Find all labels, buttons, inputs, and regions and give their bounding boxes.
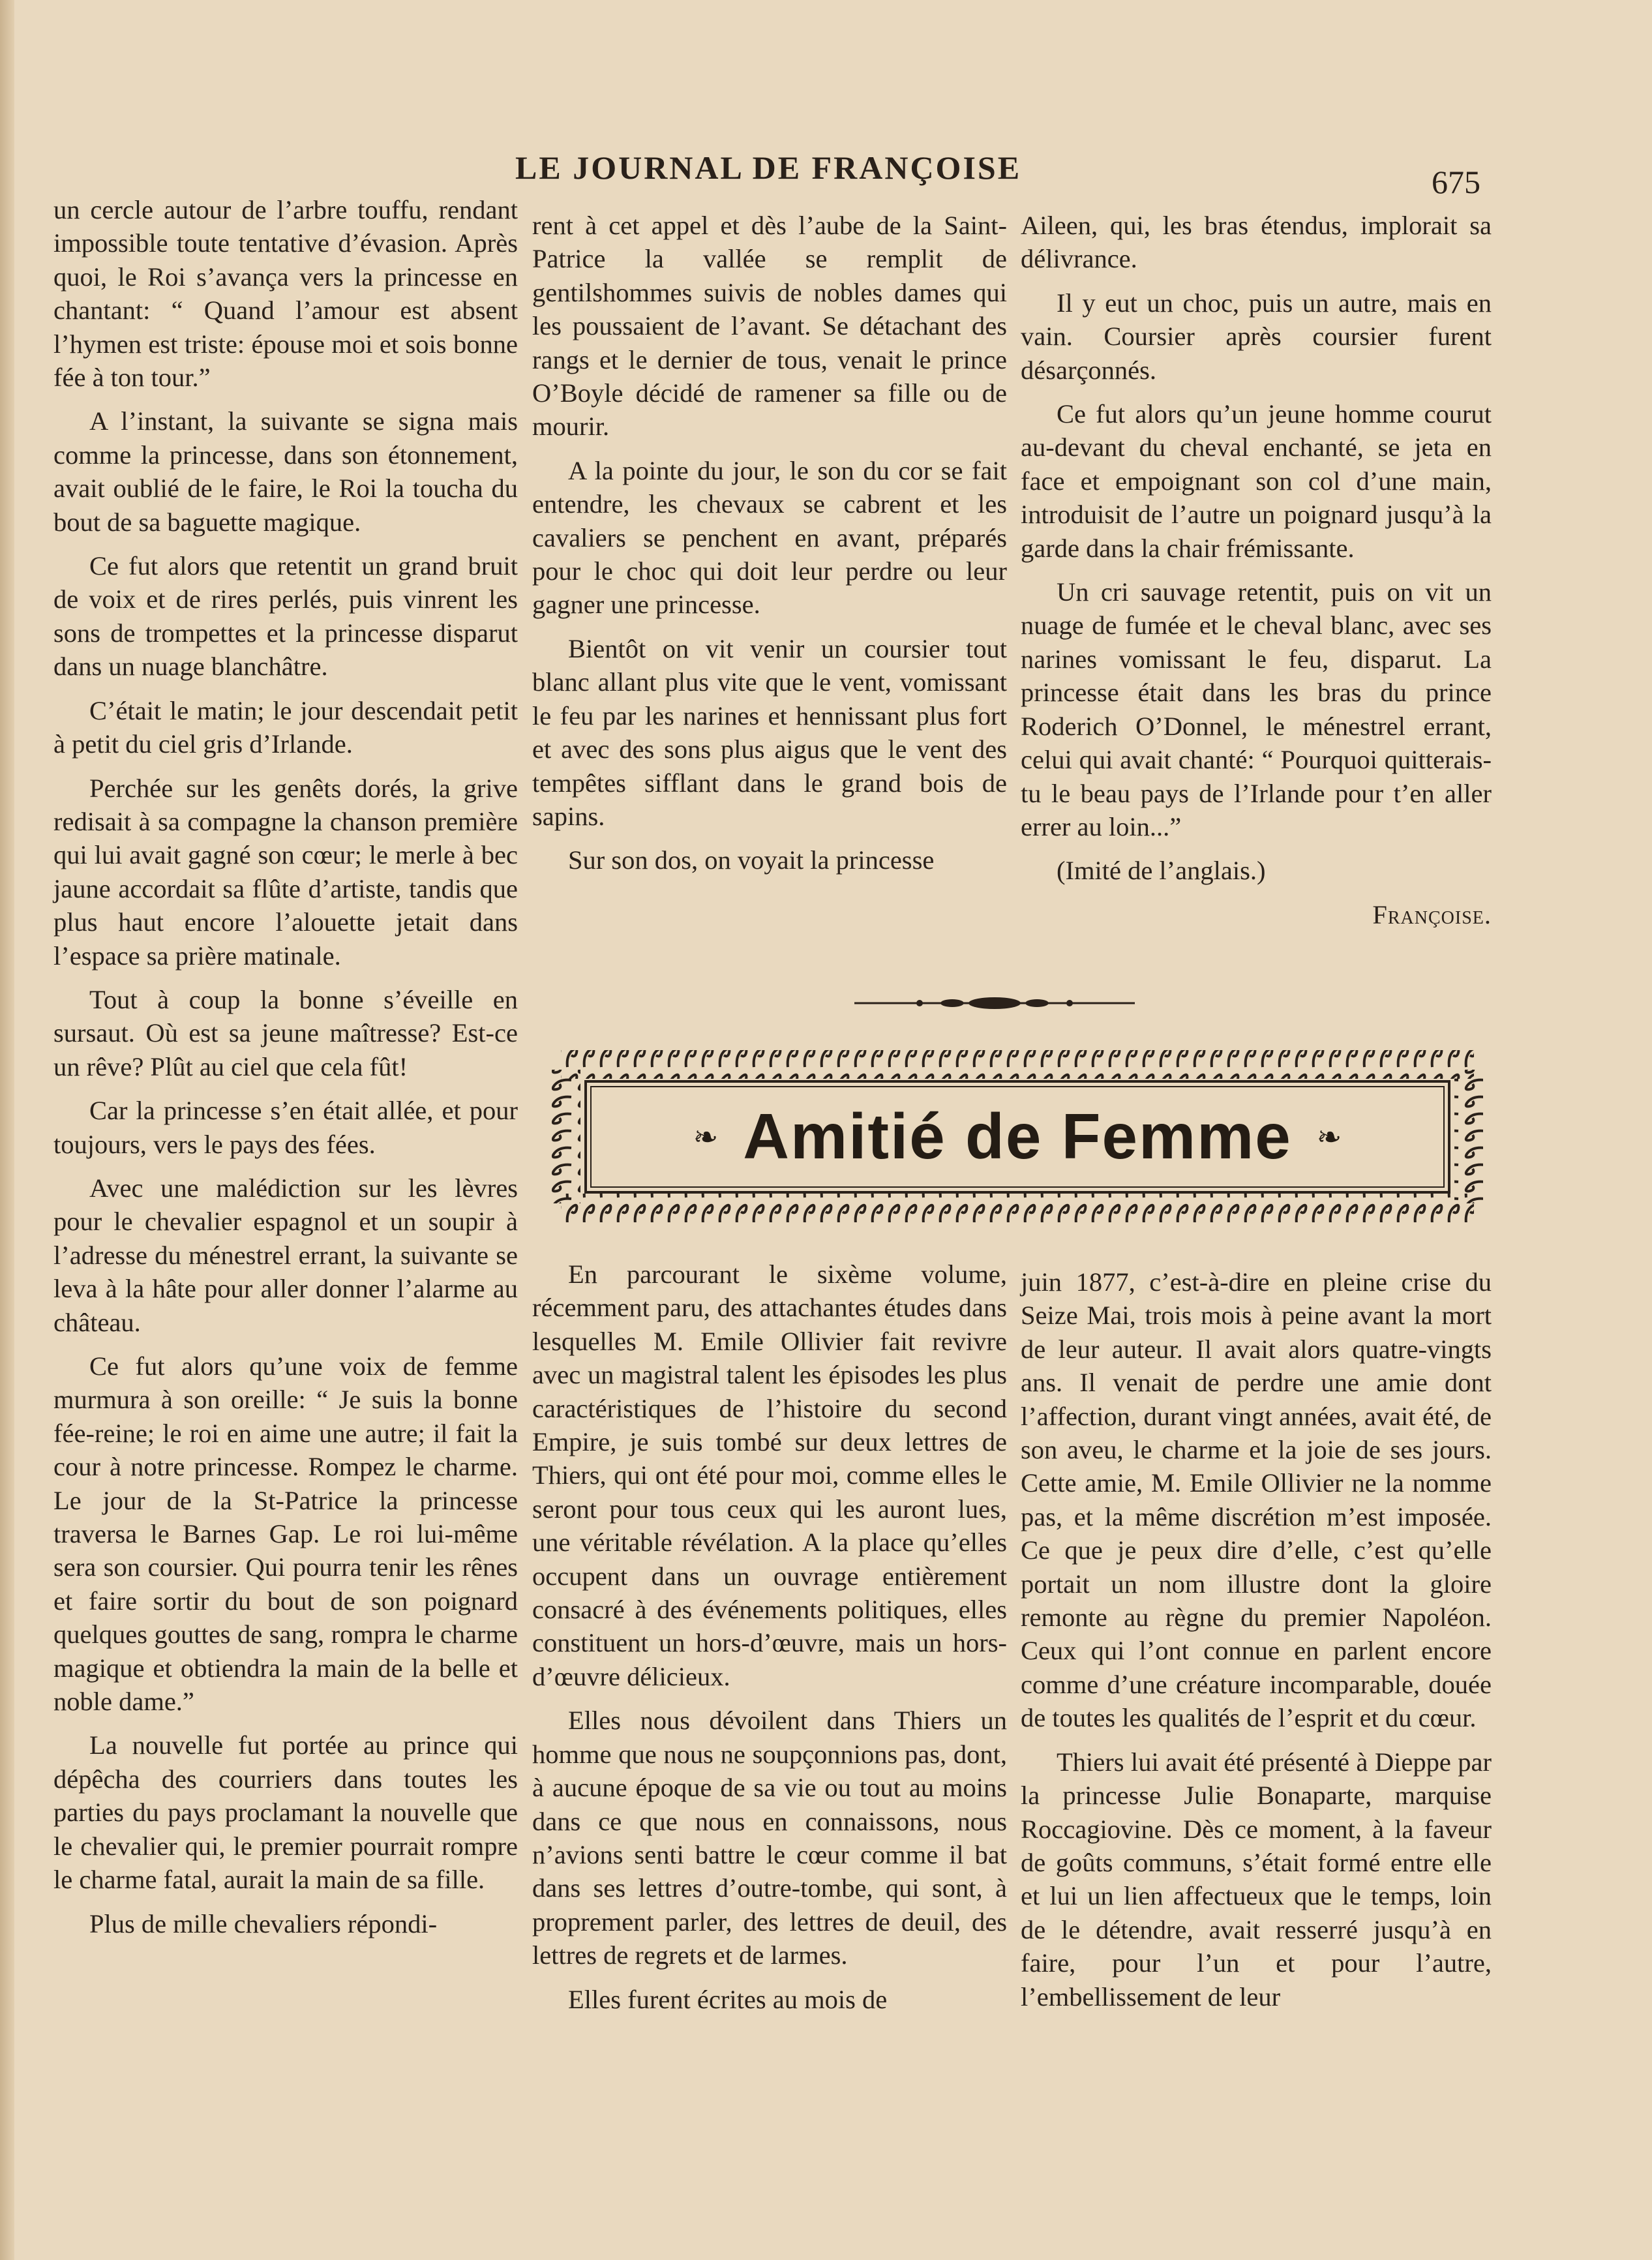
paragraph: Ce fut alors qu’un jeune homme courut au-devant du cheval enchanté, se jeta en face et empoignant son col d’une main, introduisit de l’autre un poignard jusqu’à la garde dans la chair frémissante. (1021, 399, 1492, 563)
divider-ornament-icon (854, 990, 1135, 1016)
paragraph: Elles nous dévoilent dans Thiers un homme que nous ne soupçonnions pas, dont, à aucune époque de sa vie ou tout au moins dans ce que nous en connaissons, nous n’avions senti battre le cœur comme il bat dans ses lettres d’outre-tombe, qui sont, à proprement parler, des lettres de deuil, des lettres de regrets et de larmes. (532, 1706, 1007, 1970)
leaf-ornament-icon: ❧ (693, 1120, 719, 1154)
leaf-ornament-icon: ❧ (1316, 1120, 1342, 1154)
paragraph: Avec une malédiction sur les lèvres pour le chevalier espagnol et un soupir à l’adresse du ménestrel errant, la suivante se leva à la hâte pour aller donner l’alarme au château. (53, 1173, 518, 1337)
paragraph: C’était le matin; le jour descendait petit à petit du ciel gris d’Irlande. (53, 695, 518, 759)
page-number: 675 (1432, 164, 1480, 200)
story-column-1 (53, 193, 518, 1951)
paragraph: un cercle autour de l’arbre touffu, rendant impossible toute tentative d’évasion. Après quoi, le Roi s’avança vers la princesse en chantant: “ Quand l’amour est absent l’hymen est triste: épouse moi et sois bonne fée à ton tour.” (53, 195, 518, 393)
story-column-3 (1021, 209, 1492, 942)
paragraph: Tout à coup la bonne s’éveille en sursaut. Où est sa jeune maîtresse? Est-ce un rêve? Plût au ciel que cela fût! (53, 984, 518, 1081)
journal-header: LE JOURNAL DE FRANÇOISE (515, 149, 1022, 186)
paragraph: Ce fut alors que retentit un grand bruit de voix et de rires perlés, puis vinrent les sons de trompettes et la princesse disparut dans un nuage blanchâtre. (53, 551, 518, 682)
paragraph: Car la princesse s’en était allée, et pour toujours, vers le pays des fées. (53, 1096, 518, 1159)
paragraph: Thiers lui avait été présenté à Dieppe par la princesse Julie Bonaparte, marquise Roccagiovine. Dès ce moment, à la faveur de goûts communs, s’était formé entre elle et lui un lien affectueux que le temps, loin de le détendre, avait resserré jusqu’à en faire, pour l’un et pour l’autre, l’embellissement de leur (1021, 1747, 1492, 2011)
paragraph: A la pointe du jour, le son du cor se fait entendre, les chevaux se cabrent et les cavaliers se penchent en avant, préparés pour le choc qui doit leur perdre ou leur gagner une princesse. (532, 455, 1007, 620)
paragraph: juin 1877, c’est-à-dire en pleine crise du Seize Mai, trois mois à peine avant la mort de leur auteur. Il avait alors quatre-vingts ans. Il venait de perdre une amie dont l’affection, durant vingt années, avait été, de son aveu, le charme et la joie de ses jours. Cette amie, M. Emile Ollivier ne la nomme pas, et la même discrétion m’est imposée. Ce que je peux dire d’elle, c’est qu’elle portait un nom illustre dont la gloire remonte au règne du premier Napoléon. Ceux qui l’ont connue en parlent encore comme d’une créature incomparable, douée de toutes les qualités de l’esprit et du cœur. (1021, 1267, 1492, 1733)
paragraph: rent à cet appel et dès l’aube de la Saint-Patrice la vallée se remplit de gentilshommes suivis de nobles dames qui les poussaient de l’avant. Se détachant des rangs et le dernier de tous, venait le prince O’Boyle décidé de ramener sa fille ou de mourir. (532, 211, 1007, 442)
paragraph: Elles furent écrites au mois de (568, 1984, 888, 2014)
signature: Françoise. (1372, 899, 1492, 929)
article-column-2 (1021, 1265, 1492, 2024)
paragraph: Bientôt on vit venir un coursier tout blanc allant plus vite que le vent, vomissant le feu par les narines et hennissant plus fort et avec des sons plus aigus que le vent des tempêtes sifflant dans le grand bois de sapins. (532, 633, 1007, 831)
page-edge (0, 0, 14, 2260)
paragraph: Un cri sauvage retentit, puis on vit un nuage de fumée et le cheval blanc, avec ses narines vomissant le feu, disparut. La princesse était dans les bras du prince Roderich O’Donnel, le ménestrel errant, celui qui avait chanté: “ Pourquoi quitterais-tu le beau pays de l’Irlande pour t’en aller errer au loin...” (1021, 577, 1492, 841)
article-title: Amitié de Femme (743, 1100, 1292, 1172)
paragraph: La nouvelle fut portée au prince qui dépêcha des courriers dans toutes les parties du pays proclamant la nouvelle que le chevalier qui, le premier pourrait rompre le charme fatal, aurait la main de sa fille. (53, 1730, 518, 1895)
title-box (593, 1086, 1441, 1187)
paragraph: Il y eut un choc, puis un autre, mais en vain. Coursier après coursier furent désarçonnés. (1021, 288, 1492, 385)
paragraph: Aileen, qui, les bras étendus, implorait sa délivrance. (1021, 211, 1492, 274)
paragraph: A l’instant, la suivante se signa mais comme la princesse, dans son étonnement, avait oublié de le faire, le Roi la toucha du bout de sa baguette magique. (53, 406, 518, 537)
paragraph: En parcourant le sixème volume, récemment paru, des attachantes études dans lesquelles M. Emile Ollivier fait revivre avec un magistral talent les épisodes les plus caractéristiques de l’histoire du second Empire, je suis tombé sur deux lettres de Thiers, qui ont été pour moi, comme elles le seront pour tous ceux qui les auront lues, une véritable révélation. A la place qu’elles occupent dans un ouvrage entièrement consacré à des événements politiques, elles constituent un hors-d’œuvre, mais un hors-d’œuvre délicieux. (532, 1259, 1007, 1691)
paragraph: Perchée sur les genêts dorés, la grive redisait à sa compagne la chanson première qui lui avait gagné son cœur; le merle à bec jaune accordait sa flûte d’artiste, tandis que plus haut encore l’alouette jetait dans l’espace sa prière matinale. (53, 773, 518, 971)
paragraph: Plus de mille chevaliers répondi- (89, 1908, 438, 1938)
paragraph: Sur son dos, on voyait la princesse (568, 845, 935, 875)
paragraph: Ce fut alors qu’une voix de femme murmura à son oreille: “ Je suis la bonne fée-reine; le roi en aime une autre; il fait la cour à notre princesse. Rompez le charme. Le jour de la St-Patrice la princesse traversa le Barnes Gap. Le roi lui-même sera son coursier. Qui pourra tenir les rênes et faire sortir du bout de son poignard quelques gouttes de sang, rompra le charme magique et obtiendra la main de la belle et noble dame.” (53, 1351, 518, 1717)
article-column-1 (532, 1258, 1007, 2026)
story-column-2 (532, 209, 1007, 888)
attribution-note: (Imité de l’anglais.) (1057, 856, 1266, 886)
